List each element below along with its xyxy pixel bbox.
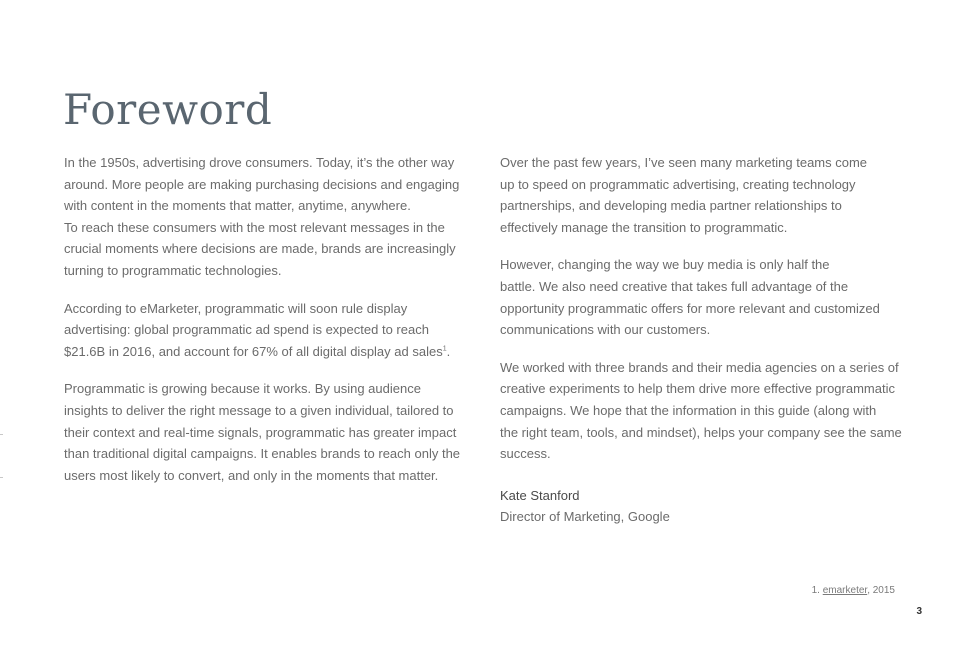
paragraph-5	[500, 254, 900, 340]
right-column	[500, 152, 900, 527]
text-line: communications with our customers.	[500, 322, 711, 338]
paragraph-2	[64, 298, 464, 363]
signature-name: Kate Stanford	[500, 487, 580, 503]
text-line: around. More people are making purchasing decisions and engaging	[64, 176, 460, 192]
text-line: Over the past few years, I’ve seen many marketing teams come	[500, 155, 868, 170]
signature-role: Director of Marketing, Google	[500, 508, 670, 524]
end-punctuation: .	[446, 343, 451, 359]
text-line: advertising: global programmatic ad spend is expected to reach	[64, 322, 429, 338]
footnote-marker[interactable]: 1	[442, 345, 447, 353]
text-line: campaigns. We hope that the information in this guide (along with	[500, 402, 877, 418]
left-column	[64, 152, 464, 502]
text-segment: $21.6B in 2016, and account for 67% of all digital display ad sales	[64, 343, 443, 359]
text-line: However, changing the way we buy media is only half the	[500, 257, 830, 273]
text-line: up to speed on programmatic advertising, creating technology	[500, 176, 856, 192]
text-line: partnerships, and developing media partner relationships to	[500, 198, 842, 214]
text-line: To reach these consumers with the most relevant messages in the	[64, 219, 445, 235]
text-line: their context and real-time signals, programmatic has greater impact	[64, 424, 457, 440]
text-line: effectively manage the transition to programmatic.	[500, 219, 788, 235]
text-line: turning to programmatic technologies.	[64, 262, 282, 278]
text-line: According to eMarketer, programmatic will soon rule display	[64, 300, 408, 316]
text-line: users most likely to convert, and only in the moments that matter.	[64, 467, 439, 483]
text-line: insights to deliver the right message to a given individual, tailored to	[64, 402, 454, 418]
text-line: In the 1950s, advertising drove consumers. Today, it’s the other way	[64, 155, 455, 170]
text-line: the right team, tools, and mindset), helps your company see the same	[500, 424, 902, 440]
footnote-year: , 2015	[867, 585, 895, 596]
footnote-source-link[interactable]: emarketer	[822, 585, 868, 596]
text-line: We worked with three brands and their media agencies on a series of	[500, 359, 899, 375]
paragraph-1	[64, 152, 464, 282]
paragraph-6	[500, 357, 900, 465]
text-line	[64, 341, 464, 363]
text-line: with content in the moments that matter, anytime, anywhere.	[64, 198, 411, 214]
text-line: than traditional digital campaigns. It enables brands to reach only the	[64, 446, 461, 462]
footnote-number: 1.	[811, 585, 820, 596]
text-line: success.	[500, 446, 551, 462]
paragraph-3	[64, 378, 464, 486]
paragraph-4	[500, 152, 900, 238]
text-line: Programmatic is growing because it works. By using audience	[64, 381, 421, 397]
page-number: 3	[916, 606, 922, 617]
footnote	[812, 585, 895, 596]
margin-tick	[0, 477, 3, 478]
page-title: Foreword	[63, 85, 273, 134]
text-line: battle. We also need creative that takes full advantage of the	[500, 278, 849, 294]
text-line: opportunity programmatic offers for more relevant and customized	[500, 300, 880, 316]
margin-tick	[0, 434, 3, 435]
text-line: creative experiments to help them drive more effective programmatic	[500, 381, 895, 397]
text-line: crucial moments where decisions are made, brands are increasingly	[64, 241, 456, 257]
